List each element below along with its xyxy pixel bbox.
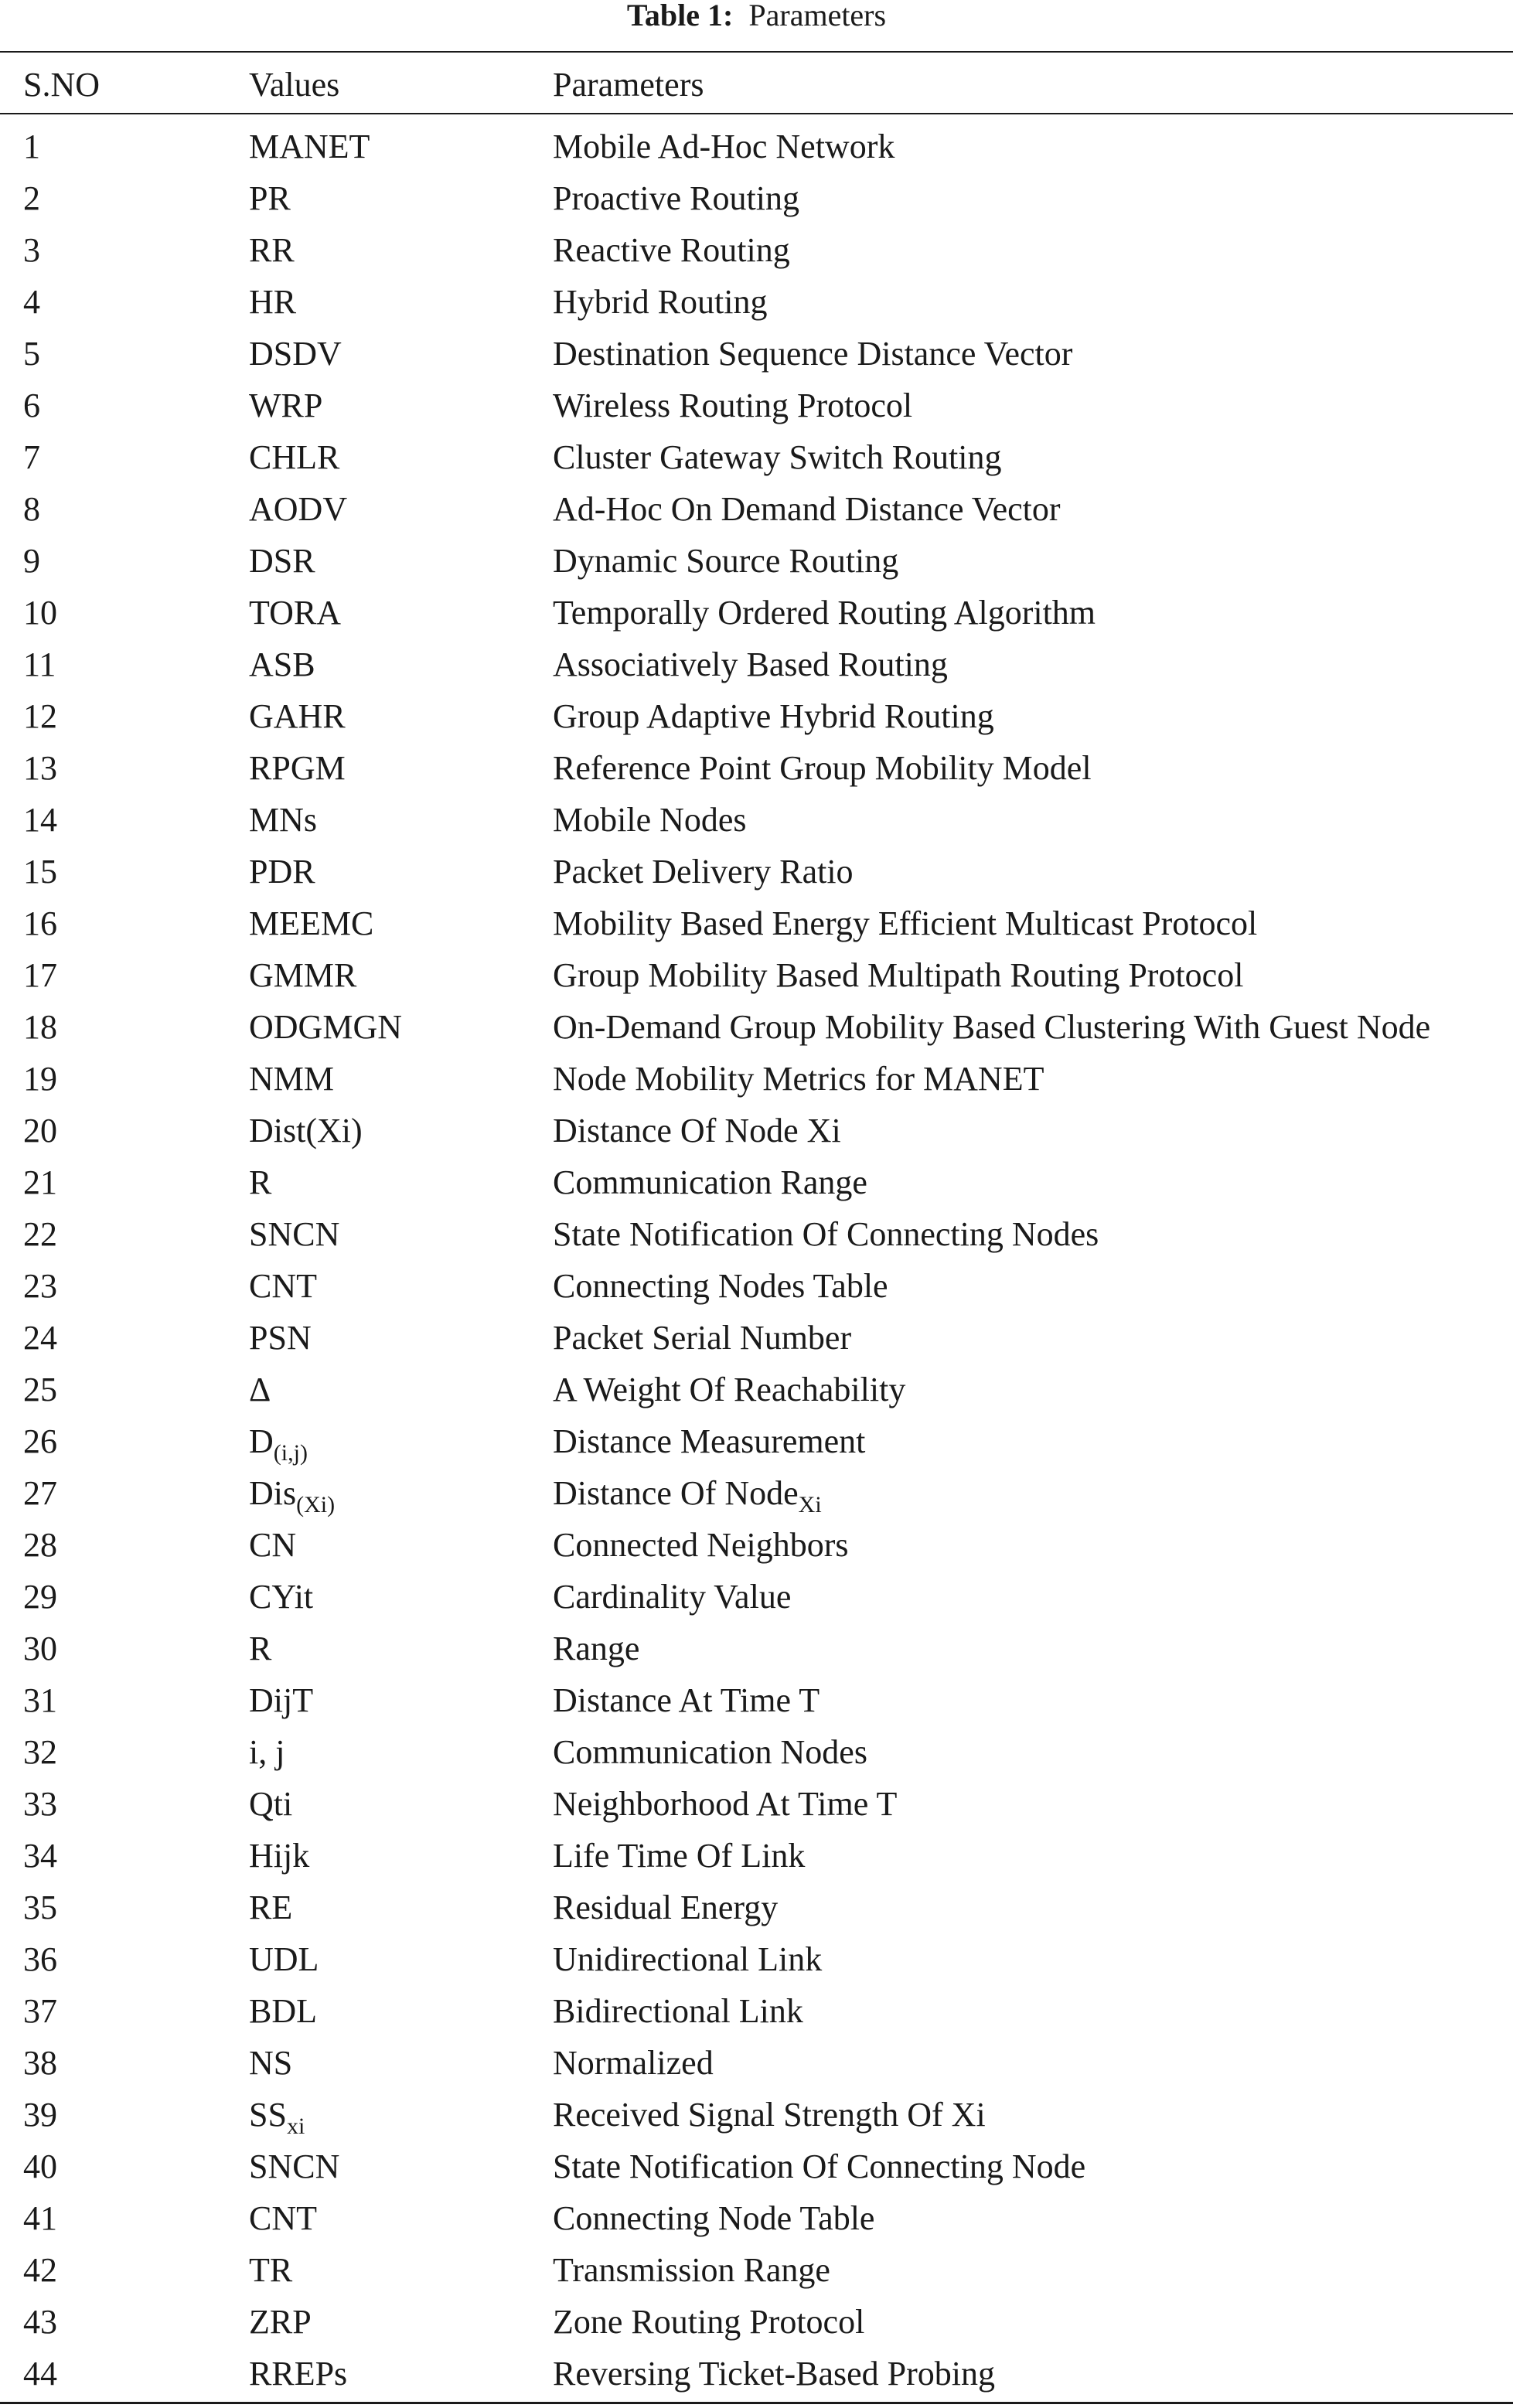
cell-value bbox=[249, 2141, 339, 2192]
cell-parameter-text: Group Adaptive Hybrid Routing bbox=[553, 697, 994, 735]
cell-parameter bbox=[553, 1312, 851, 1364]
cell-parameter-text: Received Signal Strength Of Xi bbox=[553, 2096, 986, 2134]
cell-value-subscript: (Xi) bbox=[296, 1492, 336, 1517]
cell-value bbox=[249, 1933, 319, 1985]
table-bottom-rule bbox=[0, 2402, 1513, 2404]
table-row bbox=[0, 2089, 1513, 2141]
cell-value bbox=[249, 328, 342, 380]
cell-parameter-text: Residual Energy bbox=[553, 1889, 779, 1926]
cell-value-text: D bbox=[249, 1422, 274, 1460]
cell-sno: 17 bbox=[23, 956, 57, 994]
table-row bbox=[0, 431, 1513, 483]
cell-sno: 1 bbox=[23, 128, 40, 165]
table-row bbox=[0, 483, 1513, 535]
cell-parameter bbox=[553, 846, 854, 897]
header-parameters: Parameters bbox=[553, 66, 704, 104]
cell-sno: 4 bbox=[23, 283, 40, 321]
table-row bbox=[0, 2141, 1513, 2192]
cell-value bbox=[249, 639, 315, 690]
cell-parameter-text: Group Mobility Based Multipath Routing Protocol bbox=[553, 956, 1244, 994]
cell-sno: 16 bbox=[23, 904, 57, 942]
cell-parameter-text: Cluster Gateway Switch Routing bbox=[553, 438, 1002, 476]
cell-parameter-text: Packet Delivery Ratio bbox=[553, 853, 854, 891]
cell-parameter-text: Transmission Range bbox=[553, 2251, 830, 2289]
cell-value bbox=[249, 172, 291, 224]
cell-sno: 18 bbox=[23, 1008, 57, 1046]
cell-sno: 8 bbox=[23, 490, 40, 528]
cell-parameter-text: Destination Sequence Distance Vector bbox=[553, 335, 1073, 373]
table-row bbox=[0, 1156, 1513, 1208]
header-sno: S.NO bbox=[23, 66, 101, 104]
cell-value-text: ODGMGN bbox=[249, 1008, 402, 1046]
cell-parameter bbox=[553, 587, 1096, 639]
cell-parameter-text: Range bbox=[553, 1630, 640, 1667]
cell-parameter-text: Distance At Time T bbox=[553, 1681, 820, 1719]
cell-value bbox=[249, 1001, 402, 1053]
cell-value bbox=[249, 121, 370, 172]
cell-value-text: Qti bbox=[249, 1785, 293, 1823]
cell-parameter bbox=[553, 949, 1243, 1001]
cell-value-text: PSN bbox=[249, 1319, 312, 1357]
table-row bbox=[0, 1312, 1513, 1364]
cell-parameter bbox=[553, 2348, 995, 2399]
cell-sno: 34 bbox=[23, 1837, 57, 1875]
table-row bbox=[0, 639, 1513, 690]
cell-sno: 28 bbox=[23, 1526, 57, 1564]
table-row bbox=[0, 1830, 1513, 1882]
cell-parameter-text: Wireless Routing Protocol bbox=[553, 387, 913, 424]
table-caption-label: Table 1: bbox=[626, 0, 734, 32]
cell-parameter-text: Node Mobility Metrics for MANET bbox=[553, 1060, 1044, 1098]
table-row bbox=[0, 587, 1513, 639]
cell-value bbox=[249, 1985, 317, 2037]
cell-sno: 30 bbox=[23, 1630, 57, 1667]
cell-value-text: TR bbox=[249, 2251, 293, 2289]
cell-parameter bbox=[553, 639, 948, 690]
table-row bbox=[0, 846, 1513, 897]
cell-sno: 41 bbox=[23, 2199, 57, 2237]
cell-parameter-text: Packet Serial Number bbox=[553, 1319, 852, 1357]
cell-value-text: PDR bbox=[249, 853, 315, 891]
table-row bbox=[0, 1571, 1513, 1623]
table-row bbox=[0, 1726, 1513, 1778]
cell-parameter-text: Communication Nodes bbox=[553, 1733, 867, 1771]
cell-sno: 10 bbox=[23, 594, 57, 632]
cell-sno: 2 bbox=[23, 179, 40, 217]
cell-parameter bbox=[553, 1260, 888, 1312]
cell-sno: 37 bbox=[23, 1992, 57, 2030]
cell-value bbox=[249, 380, 322, 431]
cell-parameter bbox=[553, 1623, 639, 1674]
cell-value bbox=[249, 2192, 317, 2244]
cell-sno: 6 bbox=[23, 387, 40, 424]
table-row bbox=[0, 328, 1513, 380]
cell-sno: 43 bbox=[23, 2303, 57, 2341]
cell-parameter bbox=[553, 431, 1002, 483]
cell-parameter bbox=[553, 328, 1072, 380]
table-row bbox=[0, 1053, 1513, 1105]
cell-value bbox=[249, 276, 296, 328]
cell-parameter bbox=[553, 1156, 867, 1208]
cell-sno: 31 bbox=[23, 1681, 57, 1719]
cell-sno: 19 bbox=[23, 1060, 57, 1098]
cell-parameter-text: Reactive Routing bbox=[553, 231, 790, 269]
cell-value-text: GMMR bbox=[249, 956, 357, 994]
cell-parameter bbox=[553, 1053, 1044, 1105]
cell-value-text: WRP bbox=[249, 387, 323, 424]
cell-value-text: SNCN bbox=[249, 2147, 340, 2185]
cell-parameter bbox=[553, 2141, 1085, 2192]
table-row bbox=[0, 224, 1513, 276]
cell-value bbox=[249, 483, 347, 535]
cell-value-text: GAHR bbox=[249, 697, 346, 735]
header-values: Values bbox=[249, 66, 340, 104]
cell-parameter-text: Temporally Ordered Routing Algorithm bbox=[553, 594, 1096, 632]
cell-parameter-text: Reversing Ticket-Based Probing bbox=[553, 2355, 995, 2393]
cell-value bbox=[249, 1208, 339, 1260]
cell-sno: 15 bbox=[23, 853, 57, 891]
cell-parameter bbox=[553, 2037, 714, 2089]
table-row bbox=[0, 2244, 1513, 2296]
cell-sno: 24 bbox=[23, 1319, 57, 1357]
cell-parameter-text: Associatively Based Routing bbox=[553, 645, 948, 683]
cell-value bbox=[249, 1053, 334, 1105]
table-row bbox=[0, 172, 1513, 224]
cell-sno: 26 bbox=[23, 1422, 57, 1460]
cell-parameter-text: Distance Of Node bbox=[553, 1474, 799, 1512]
cell-value-text: RPGM bbox=[249, 749, 346, 787]
table-row bbox=[0, 794, 1513, 846]
cell-value bbox=[249, 2296, 312, 2348]
cell-sno: 27 bbox=[23, 1474, 57, 1512]
cell-value bbox=[249, 1623, 271, 1674]
cell-parameter bbox=[553, 1985, 803, 2037]
cell-value-text: Dist(Xi) bbox=[249, 1112, 363, 1150]
cell-parameter-text: Distance Of Node Xi bbox=[553, 1112, 841, 1150]
cell-value-text: Hijk bbox=[249, 1837, 310, 1875]
cell-value-text: CN bbox=[249, 1526, 297, 1564]
cell-value-text: ZRP bbox=[249, 2303, 312, 2341]
cell-value-text: PR bbox=[249, 179, 291, 217]
cell-value-text: MEEMC bbox=[249, 904, 374, 942]
cell-parameter bbox=[553, 1415, 865, 1467]
table-header-row bbox=[0, 59, 1513, 113]
cell-parameter bbox=[553, 1933, 822, 1985]
cell-value-subscript: xi bbox=[286, 2113, 305, 2139]
cell-value-text: DijT bbox=[249, 1681, 314, 1719]
cell-parameter bbox=[553, 121, 895, 172]
cell-parameter bbox=[553, 535, 898, 587]
cell-value-text: RR bbox=[249, 231, 295, 269]
cell-parameter bbox=[553, 690, 994, 742]
cell-sno: 42 bbox=[23, 2251, 57, 2289]
cell-parameter-text: Neighborhood At Time T bbox=[553, 1785, 898, 1823]
cell-parameter-text: Reference Point Group Mobility Model bbox=[553, 749, 1092, 787]
cell-value-text: HR bbox=[249, 283, 297, 321]
cell-value-text: BDL bbox=[249, 1992, 317, 2030]
cell-parameter-text: A Weight Of Reachability bbox=[553, 1371, 906, 1408]
cell-parameter-text: Zone Routing Protocol bbox=[553, 2303, 865, 2341]
table-row bbox=[0, 1364, 1513, 1415]
table-row bbox=[0, 1778, 1513, 1830]
table-row bbox=[0, 1623, 1513, 1674]
cell-parameter-subscript: Xi bbox=[798, 1492, 822, 1517]
cell-value bbox=[249, 1105, 363, 1156]
cell-parameter bbox=[553, 2089, 986, 2141]
table-header-rule bbox=[0, 113, 1513, 114]
cell-value bbox=[249, 897, 373, 949]
cell-sno: 20 bbox=[23, 1112, 57, 1150]
cell-value-text: UDL bbox=[249, 1940, 319, 1978]
cell-parameter bbox=[553, 1726, 867, 1778]
cell-parameter-text: Communication Range bbox=[553, 1163, 867, 1201]
cell-value-text: CNT bbox=[249, 2199, 317, 2237]
cell-parameter-text: Dynamic Source Routing bbox=[553, 542, 899, 580]
cell-parameter-text: State Notification Of Connecting Node bbox=[553, 2147, 1086, 2185]
cell-value-text: MANET bbox=[249, 128, 370, 165]
cell-sno: 38 bbox=[23, 2044, 57, 2082]
cell-sno: 13 bbox=[23, 749, 57, 787]
cell-sno: 35 bbox=[23, 1889, 57, 1926]
cell-value-text: R bbox=[249, 1630, 272, 1667]
cell-sno: 33 bbox=[23, 1785, 57, 1823]
table-row bbox=[0, 1985, 1513, 2037]
table-row bbox=[0, 949, 1513, 1001]
cell-parameter-text: Unidirectional Link bbox=[553, 1940, 823, 1978]
cell-parameter-text: Distance Measurement bbox=[553, 1422, 866, 1460]
cell-parameter-text: Mobile Ad-Hoc Network bbox=[553, 128, 895, 165]
cell-value bbox=[249, 2089, 305, 2141]
table-row bbox=[0, 1001, 1513, 1053]
cell-sno: 9 bbox=[23, 542, 40, 580]
cell-parameter bbox=[553, 1105, 841, 1156]
cell-sno: 7 bbox=[23, 438, 40, 476]
cell-sno: 21 bbox=[23, 1163, 57, 1201]
cell-value bbox=[249, 794, 317, 846]
table-row bbox=[0, 1260, 1513, 1312]
cell-parameter bbox=[553, 794, 747, 846]
cell-sno: 11 bbox=[23, 645, 56, 683]
table-row bbox=[0, 1105, 1513, 1156]
cell-value bbox=[249, 1726, 285, 1778]
cell-parameter bbox=[553, 1674, 820, 1726]
table-row bbox=[0, 535, 1513, 587]
cell-value-subscript: (i,j) bbox=[273, 1440, 308, 1466]
cell-value bbox=[249, 1364, 271, 1415]
table-row bbox=[0, 1519, 1513, 1571]
cell-parameter bbox=[553, 1001, 1430, 1053]
cell-parameter bbox=[553, 742, 1092, 794]
cell-value bbox=[249, 1882, 292, 1933]
cell-parameter-text: Connected Neighbors bbox=[553, 1526, 849, 1564]
cell-sno: 14 bbox=[23, 801, 57, 839]
cell-parameter bbox=[553, 1519, 848, 1571]
cell-parameter bbox=[553, 380, 912, 431]
cell-parameter bbox=[553, 1208, 1099, 1260]
cell-value-text: CHLR bbox=[249, 438, 340, 476]
table-body bbox=[0, 121, 1513, 2399]
cell-value bbox=[249, 690, 346, 742]
table-row bbox=[0, 2037, 1513, 2089]
cell-parameter-text: State Notification Of Connecting Nodes bbox=[553, 1215, 1099, 1253]
cell-value-text: MNs bbox=[249, 801, 318, 839]
table-row bbox=[0, 1467, 1513, 1519]
cell-value-text: SNCN bbox=[249, 1215, 340, 1253]
cell-value bbox=[249, 1415, 308, 1467]
cell-parameter-text: Connecting Nodes Table bbox=[553, 1267, 888, 1305]
cell-value bbox=[249, 224, 295, 276]
cell-value bbox=[249, 1519, 296, 1571]
table-row bbox=[0, 2192, 1513, 2244]
cell-value bbox=[249, 1778, 292, 1830]
table-row bbox=[0, 690, 1513, 742]
table-row bbox=[0, 1208, 1513, 1260]
cell-value bbox=[249, 535, 315, 587]
cell-parameter-text: Proactive Routing bbox=[553, 179, 799, 217]
cell-value bbox=[249, 1467, 335, 1519]
table-caption bbox=[0, 0, 1513, 34]
cell-parameter bbox=[553, 483, 1061, 535]
cell-parameter-text: Ad-Hoc On Demand Distance Vector bbox=[553, 490, 1061, 528]
cell-value-text: ASB bbox=[249, 645, 315, 683]
table-row bbox=[0, 2296, 1513, 2348]
cell-parameter-text: On-Demand Group Mobility Based Clustering With Guest Node bbox=[553, 1008, 1431, 1046]
cell-value-text: TORA bbox=[249, 594, 341, 632]
cell-value bbox=[249, 587, 341, 639]
cell-value-text: RE bbox=[249, 1889, 293, 1926]
cell-sno: 22 bbox=[23, 1215, 57, 1253]
cell-parameter bbox=[553, 276, 767, 328]
table-row bbox=[0, 897, 1513, 949]
cell-parameter bbox=[553, 2296, 864, 2348]
cell-sno: 39 bbox=[23, 2096, 57, 2134]
table-row bbox=[0, 2348, 1513, 2399]
table-top-rule bbox=[0, 51, 1513, 53]
cell-parameter bbox=[553, 1467, 822, 1519]
cell-value bbox=[249, 1674, 313, 1726]
table-row bbox=[0, 1415, 1513, 1467]
cell-sno: 40 bbox=[23, 2147, 57, 2185]
cell-value bbox=[249, 1156, 271, 1208]
cell-value bbox=[249, 2037, 292, 2089]
table-row bbox=[0, 276, 1513, 328]
cell-value-text: DSR bbox=[249, 542, 315, 580]
cell-parameter bbox=[553, 1571, 791, 1623]
cell-parameter bbox=[553, 224, 790, 276]
table-row bbox=[0, 742, 1513, 794]
cell-parameter bbox=[553, 172, 799, 224]
cell-value-text: CNT bbox=[249, 1267, 317, 1305]
cell-sno: 32 bbox=[23, 1733, 57, 1771]
table-row bbox=[0, 1882, 1513, 1933]
cell-parameter bbox=[553, 1830, 805, 1882]
cell-parameter-text: Hybrid Routing bbox=[553, 283, 768, 321]
cell-value-text: Dis bbox=[249, 1474, 297, 1512]
cell-sno: 29 bbox=[23, 1578, 57, 1616]
cell-sno: 44 bbox=[23, 2355, 57, 2393]
table-row bbox=[0, 1933, 1513, 1985]
cell-sno: 23 bbox=[23, 1267, 57, 1305]
cell-sno: 25 bbox=[23, 1371, 57, 1408]
cell-value-text: AODV bbox=[249, 490, 348, 528]
cell-sno: 12 bbox=[23, 697, 57, 735]
cell-parameter-text: Mobility Based Energy Efficient Multicast Protocol bbox=[553, 904, 1258, 942]
cell-parameter-text: Mobile Nodes bbox=[553, 801, 747, 839]
cell-parameter-text: Connecting Node Table bbox=[553, 2199, 875, 2237]
cell-value bbox=[249, 1830, 309, 1882]
cell-value-text: RREPs bbox=[249, 2355, 348, 2393]
cell-parameter bbox=[553, 897, 1257, 949]
cell-value bbox=[249, 1571, 313, 1623]
cell-sno: 5 bbox=[23, 335, 40, 373]
table-row bbox=[0, 380, 1513, 431]
cell-value-text: NMM bbox=[249, 1060, 335, 1098]
table-caption-text: Parameters bbox=[748, 0, 887, 32]
cell-parameter bbox=[553, 2244, 830, 2296]
cell-value-text: NS bbox=[249, 2044, 293, 2082]
cell-parameter-text: Cardinality Value bbox=[553, 1578, 792, 1616]
cell-value-text: R bbox=[249, 1163, 272, 1201]
cell-value bbox=[249, 431, 339, 483]
cell-value bbox=[249, 949, 356, 1001]
table-row bbox=[0, 121, 1513, 172]
cell-value-text: Δ bbox=[249, 1371, 271, 1408]
cell-value-text: CYit bbox=[249, 1578, 314, 1616]
cell-value bbox=[249, 742, 346, 794]
cell-parameter-text: Normalized bbox=[553, 2044, 714, 2082]
cell-parameter bbox=[553, 1778, 897, 1830]
cell-parameter-text: Life Time Of Link bbox=[553, 1837, 806, 1875]
cell-value-text: i, j bbox=[249, 1733, 285, 1771]
cell-parameter bbox=[553, 1364, 905, 1415]
cell-value bbox=[249, 1312, 312, 1364]
cell-value bbox=[249, 2348, 347, 2399]
cell-value bbox=[249, 2244, 292, 2296]
cell-value-text: DSDV bbox=[249, 335, 342, 373]
cell-parameter bbox=[553, 2192, 874, 2244]
cell-parameter bbox=[553, 1882, 778, 1933]
cell-value-text: SS bbox=[249, 2096, 287, 2134]
cell-value bbox=[249, 846, 315, 897]
table-row bbox=[0, 1674, 1513, 1726]
cell-sno: 3 bbox=[23, 231, 40, 269]
cell-sno: 36 bbox=[23, 1940, 57, 1978]
cell-parameter-text: Bidirectional Link bbox=[553, 1992, 803, 2030]
cell-value bbox=[249, 1260, 317, 1312]
